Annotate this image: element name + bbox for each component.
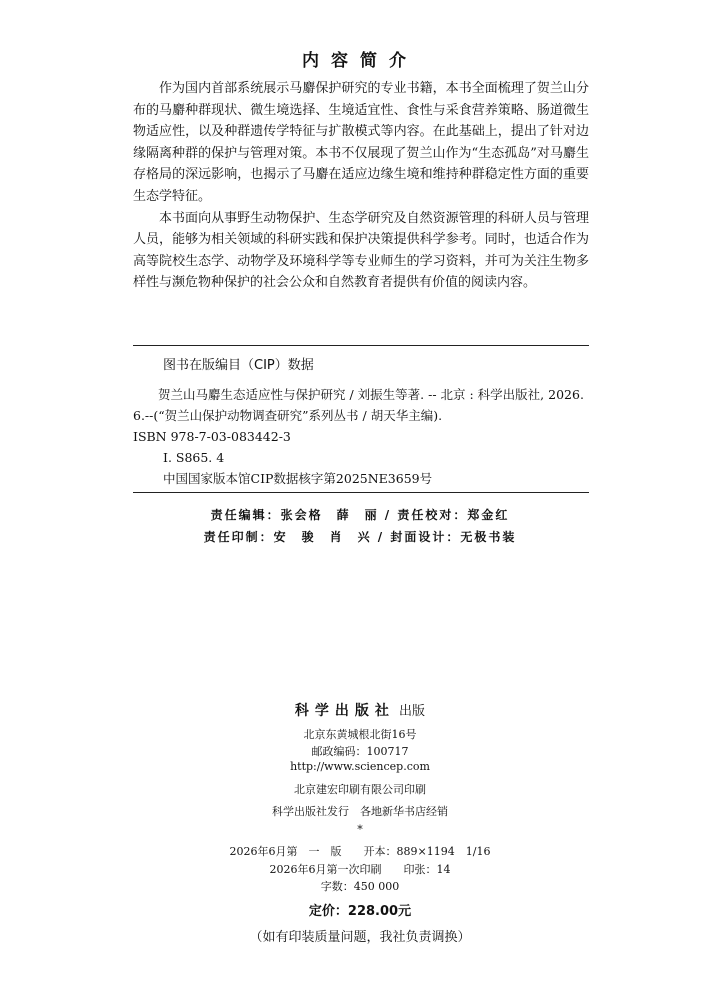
staff-line-1: 责任编辑：张会格 薛 丽 / 责任校对：郑金红 (210, 508, 510, 522)
printing-info: 2026年6月第一次印刷 印张：14 (269, 863, 451, 876)
price: 定价：228.00元 (308, 904, 412, 919)
intro-paragraph-2: 本书面向从事野生动物保护、生态学研究及自然资源管理的科研人员与管理人员，能够为相关领域的科研实践和保护决策提供科学参考。同时，也适合作为高等院校生态学、动物学及环境科学等专业师生的学习资料，并可为关注生物多样性与濒危物种保护的社会公众和自然教育者提供有价值的阅读内容。 (133, 210, 589, 291)
publisher-website: http://www.sciencep.com (290, 760, 430, 773)
staff-line-2: 责任印制：安 骏 肖 兴 / 封面设计：无极书装 (203, 530, 517, 544)
cip-number: 中国国家版本馆CIP数据核字第2025NE3659号 (163, 471, 433, 486)
publisher-logo: 科学出版社 (294, 703, 395, 719)
intro-title: 内容简介 (302, 51, 418, 71)
word-count: 字数：450 000 (320, 880, 400, 893)
edition-info: 2026年6月第 一 版 开本：889×1194 1/16 (229, 845, 491, 858)
distribution: 科学出版社发行 各地新华书店经销 (272, 805, 448, 818)
cip-classification: Ⅰ. S865. 4 (163, 450, 225, 465)
cip-block (133, 384, 589, 489)
publisher-postcode: 邮政编码：100717 (311, 745, 409, 758)
cip-isbn: ISBN 978-7-03-083442-3 (133, 429, 291, 444)
publisher-address: 北京东黄城根北街16号 (303, 728, 417, 741)
publisher-imprint (0, 700, 720, 720)
quality-notice: （如有印装质量问题，我社负责调换） (249, 930, 471, 945)
cip-description: 贺兰山马麝生态适应性与保护研究 / 刘振生等著. -- 北京 : 科学出版社, 2026. 6.--(“贺兰山保护动物调查研究”系列丛书 / 胡天华主编). (133, 387, 584, 423)
cip-bottom-rule (133, 492, 589, 493)
printer: 北京建宏印刷有限公司印刷 (294, 783, 426, 796)
separator-star: * (357, 823, 363, 836)
publisher-suffix: 出版 (394, 704, 426, 719)
cip-heading: 图书在版编目（CIP）数据 (163, 358, 314, 373)
intro-paragraph-1: 作为国内首部系统展示马麝保护研究的专业书籍，本书全面梳理了贺兰山分布的马麝种群现状、微生境选择、生境适宜性、食性与采食营养策略、肠道微生物适应性，以及种群遗传学特征与扩散模式等内容。在此基础上，提出了针对边缘隔离种群的保护与管理对策。本书不仅展现了贺兰山作为“生态孤岛”对马麝生存格局的深远影响，也揭示了马麝在适应边缘生境和维持种群稳定性方面的重要生态学特征。 (133, 81, 589, 204)
cip-top-rule (133, 345, 589, 346)
intro-section (133, 78, 589, 294)
